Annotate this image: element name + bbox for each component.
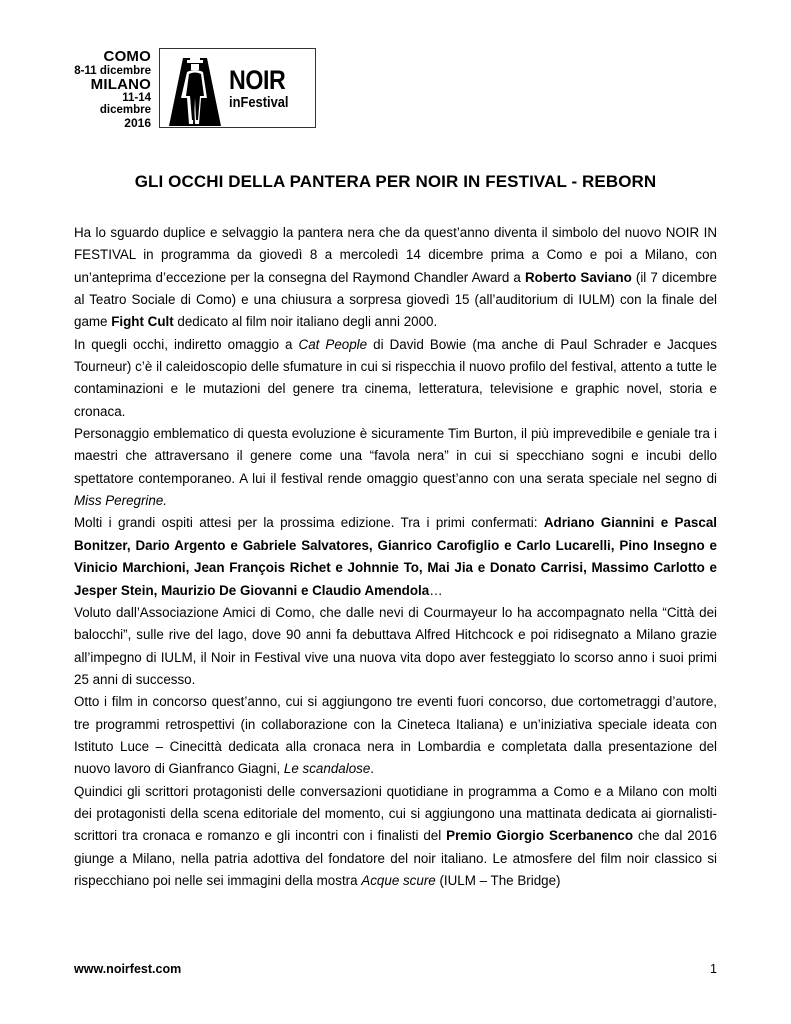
paragraph-7-text-1: Quindici gli scrittori protagonisti delle conversazioni quotidiane in programma a Como e a Milano con molti dei protagonisti della scena editoriale del momento, cui si aggiungono una mattinata dedicata ai giornalisti-scrittori tra cronaca e romanzo e gli incontri con i finalisti del: [74, 783, 717, 844]
paragraph-4: [74, 512, 717, 601]
paragraph-4-bold-1: Adriano Giannini e Pascal Bonitzer, Dario Argento e Gabriele Salvatores, Gianrico Carofiglio e Carlo Lucarelli, Pino Insegno e Vinicio Marchioni, Jean François Richet e Johnnie To, Mai Jia e Donato Carrisi, Massimo Carlotto e Jesper Stein, Maurizio De Giovanni e Claudio Amendola: [74, 515, 717, 598]
paragraph-6-text-1: Otto i film in concorso quest’anno, cui si aggiungono tre eventi fuori concorso, due cortometraggi d’autore, tre programmi retrospettivi (in collaborazione con la Cineteca Italiana) e un’iniziativa speciale ideata con Istituto Luce – Cinecittà dedicata alla cronaca nera in Lombardia e completata dalla presentazione del nuovo lavoro di Gianfranco Giagni,: [74, 694, 717, 777]
paragraph-5-text-1: Voluto dall’Associazione Amici di Como, che dalle nevi di Courmayeur lo ha accompagnato nella “Città dei balocchi”, sulle rive del lago, dove 90 anni fa debuttava Alfred Hitchcock e poi ridisegnato a Milano grazie all’impegno di IULM, il Noir in Festival vive una nuova vita dopo aver festeggiato lo scorso anno i suoi primi 25 anni di successo.: [74, 604, 717, 687]
paragraph-1-text-1: Ha lo sguardo duplice e selvaggio la pantera nera che da quest’anno diventa il simbolo del nuovo NOIR IN FESTIVAL in programma da giovedì 8 a mercoledì 14 dicembre prima a Como e poi a Milano, con un’anteprima d’eccezione per la consegna del Raymond Chandler Award a: [74, 225, 717, 285]
paragraph-2-text-1: In quegli occhi, indiretto omaggio a: [74, 336, 299, 352]
paragraph-1-bold-1: Roberto Saviano: [524, 269, 632, 285]
paragraph-7-italic-1: Acque scure: [361, 872, 436, 888]
paragraph-6-italic-1: Le scandalose: [283, 761, 371, 777]
logo-brand-text: [229, 64, 298, 111]
logo-year: 2016: [124, 115, 151, 130]
document-title: GLI OCCHI DELLA PANTERA PER NOIR IN FESTIVAL - REBORN: [134, 172, 657, 191]
paragraph-4-text-2: …: [429, 582, 443, 598]
paragraph-3: [74, 423, 717, 512]
paragraph-1: [74, 222, 717, 334]
paragraph-7-text-3: (IULM – The Bridge): [435, 872, 561, 888]
paragraph-2: [74, 334, 717, 423]
paragraph-2-text-2: di David Bowie (ma anche di Paul Schrader e Jacques Tourneur) c’è il caleidoscopio delle sfumature in cui si rispecchia il nuovo profilo del festival, attento a tutte le contaminazioni e le mutazioni del genere tra cinema, letteratura, televisione e graphic novel, storia e cronaca.: [74, 336, 717, 419]
paragraph-3-italic-1: Miss Peregrine.: [74, 493, 168, 509]
logo-dates: [74, 48, 155, 130]
paragraph-5: [74, 602, 717, 691]
paragraph-7: [74, 781, 717, 893]
logo-city-como: COMO: [103, 47, 151, 65]
footer-website-link[interactable]: www.noirfest.com: [74, 962, 182, 976]
festival-logo: [74, 47, 289, 130]
paragraph-2-italic-1: Cat People: [298, 336, 368, 352]
document-body: [74, 222, 717, 892]
paragraph-7-bold-1: Premio Giorgio Scerbanenco: [446, 828, 634, 844]
logo-city-milano: MILANO: [90, 75, 151, 93]
page-number: 1: [710, 962, 717, 976]
logo-dates-milano: 11-14 dicembre: [99, 92, 151, 117]
paragraph-1-text-2: (il 7 dicembre al Teatro Sociale di Como) e una chiusura a sorpresa giovedì 15 (all’auditorium di IULM) con la finale del game: [74, 269, 718, 330]
paragraph-6: [74, 691, 717, 780]
noir-figure-icon: [163, 50, 227, 126]
logo-dates-como: 8-11 dicembre: [74, 64, 151, 77]
paragraph-1-text-3: dedicato al film noir italiano degli anni 2000.: [173, 314, 438, 330]
paragraph-6-text-2: .: [370, 761, 375, 777]
logo-brand-box: [159, 48, 316, 128]
logo-brand-noir: NOIR: [229, 64, 286, 95]
paragraph-7-text-2: che dal 2016 giunge a Milano, nella patria adottiva del fondatore del noir italiano. Le atmosfere del film noir classico si rispecchiano poi nelle sei immagini della mostra: [74, 828, 717, 888]
paragraph-1-bold-2: Fight Cult: [111, 314, 174, 330]
logo-brand-infestival: inFestival: [229, 93, 289, 111]
paragraph-3-text-1: Personaggio emblematico di questa evoluzione è sicuramente Tim Burton, il più imprevedibile e geniale tra i maestri che attraversano il genere come una “favola nera” in cui si specchiano sogni e incubi dello spettatore contemporaneo. A lui il festival rende omaggio quest’anno con una serata speciale nel segno di: [74, 426, 717, 486]
paragraph-4-text-1: Molti i grandi ospiti attesi per la prossima edizione. Tra i primi confermati:: [74, 515, 544, 531]
